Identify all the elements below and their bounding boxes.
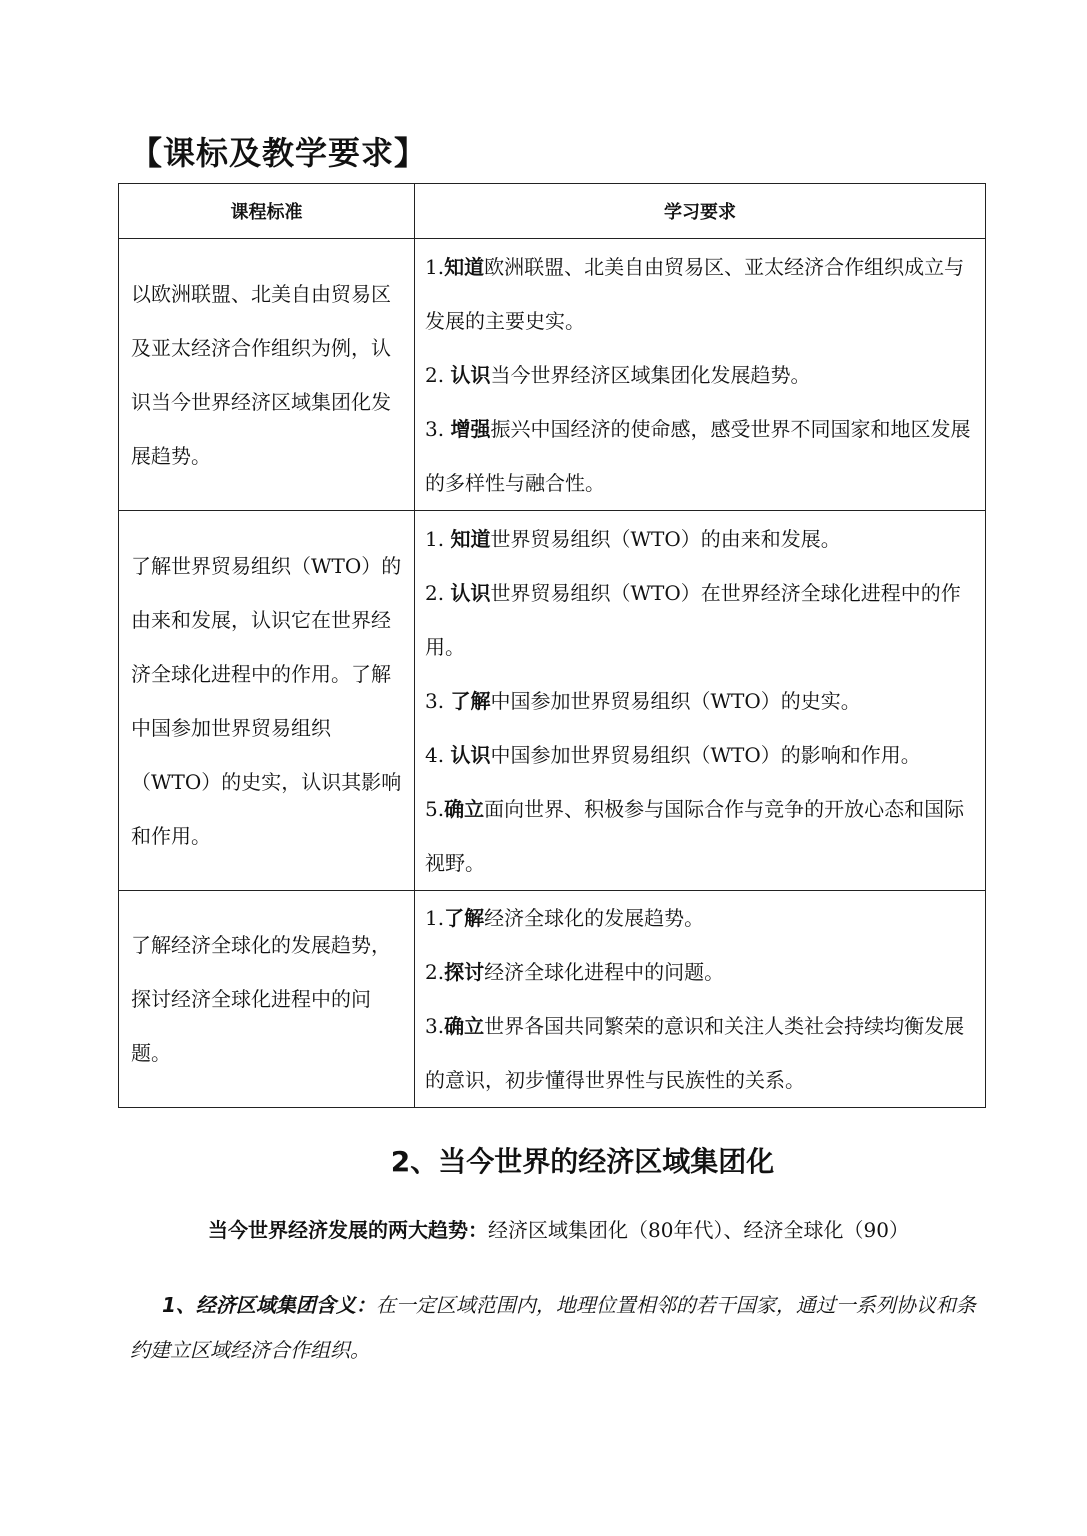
requirement-text: 振兴中国经济的使命感，感受世界不同国家和地区发展的多样性与融合性。	[425, 416, 971, 495]
trend-label: 当今世界经济发展的两大趋势：	[208, 1218, 489, 1242]
requirement-text: 经济全球化的发展趋势。	[484, 906, 705, 930]
requirement-keyword: 确立	[444, 796, 485, 821]
requirement-text: 当今世界经济区域集团化发展趋势。	[490, 362, 811, 387]
trend-line	[0, 1214, 1087, 1243]
requirement-text: 中国参加世界贸易组织（WTO）的史实。	[490, 688, 861, 713]
requirements-cell	[415, 511, 986, 891]
table-row	[119, 891, 986, 1108]
requirement-number: 3.	[425, 1014, 445, 1038]
trend-text: 经济区域集团化（80年代）、经济全球化（90）	[488, 1218, 909, 1242]
header-curriculum-standard: 课程标准	[119, 184, 415, 239]
section-title: 2、当今世界的经济区域集团化	[390, 1145, 775, 1178]
requirement-number: 2.	[425, 362, 451, 387]
requirement-keyword: 了解	[450, 688, 491, 713]
requirement-keyword: 了解	[444, 906, 485, 930]
requirement-item	[425, 782, 977, 890]
requirement-keyword: 知道	[444, 254, 485, 279]
definition-paragraph	[130, 1283, 980, 1373]
requirement-text: 世界各国共同繁荣的意识和关注人类社会持续均衡发展的意识，初步懂得世界性与民族性的关系。	[425, 1014, 965, 1092]
requirement-item	[425, 402, 977, 510]
requirement-text: 欧洲联盟、北美自由贸易区、亚太经济合作组织成立与发展的主要史实。	[425, 254, 965, 333]
requirements-cell	[415, 239, 986, 511]
requirement-item	[425, 240, 977, 348]
requirement-item	[425, 348, 977, 402]
requirement-text: 世界贸易组织（WTO）的由来和发展。	[490, 526, 841, 551]
page-heading: 【课标及教学要求】	[130, 134, 428, 172]
requirement-number: 2.	[425, 580, 451, 605]
requirement-item	[425, 512, 977, 566]
requirement-text: 经济全球化进程中的问题。	[484, 960, 725, 984]
requirement-keyword: 认识	[450, 580, 491, 605]
table-row	[119, 239, 986, 511]
standard-cell: 了解世界贸易组织（WTO）的由来和发展，认识它在世界经济全球化进程中的作用。了解中国参加世界贸易组织（WTO）的史实，认识其影响和作用。	[119, 511, 415, 891]
requirements-cell	[415, 891, 986, 1108]
requirement-keyword: 增强	[450, 416, 491, 441]
standard-cell: 以欧洲联盟、北美自由贸易区及亚太经济合作组织为例，认识当今世界经济区域集团化发展趋势。	[119, 239, 415, 511]
requirement-item	[425, 566, 977, 674]
table-header-row	[119, 184, 986, 239]
requirement-number: 3.	[425, 688, 451, 713]
requirement-item	[425, 891, 977, 945]
header-learning-requirements: 学习要求	[415, 184, 986, 239]
requirement-keyword: 认识	[450, 742, 491, 767]
requirement-keyword: 探讨	[444, 960, 485, 984]
requirement-number: 4.	[425, 742, 451, 767]
requirement-text: 中国参加世界贸易组织（WTO）的影响和作用。	[490, 742, 921, 767]
requirement-number: 1.	[425, 906, 445, 930]
requirement-keyword: 确立	[444, 1014, 485, 1038]
requirement-item	[425, 728, 977, 782]
requirement-item	[425, 999, 977, 1107]
requirement-item	[425, 945, 977, 999]
requirement-keyword: 认识	[450, 362, 491, 387]
requirement-text: 世界贸易组织（WTO）在世界经济全球化进程中的作用。	[425, 580, 961, 659]
standard-cell: 了解经济全球化的发展趋势，探讨经济全球化进程中的问题。	[119, 891, 415, 1108]
requirement-keyword: 知道	[450, 526, 491, 551]
requirement-number: 5.	[425, 796, 445, 821]
table-row	[119, 511, 986, 891]
requirement-number: 2.	[425, 960, 445, 984]
requirement-number: 3.	[425, 416, 451, 441]
requirement-text: 面向世界、积极参与国际合作与竞争的开放心态和国际视野。	[425, 796, 965, 875]
definition-text: 在一定区域范围内，地理位置相邻的若干国家，通过一系列协议和条约建立区域经济合作组织。	[130, 1293, 976, 1362]
requirement-item	[425, 674, 977, 728]
definition-label: 1、经济区域集团含义：	[162, 1293, 376, 1317]
curriculum-table	[118, 183, 986, 1108]
requirement-number: 1.	[425, 254, 445, 279]
requirement-number: 1.	[425, 526, 451, 551]
